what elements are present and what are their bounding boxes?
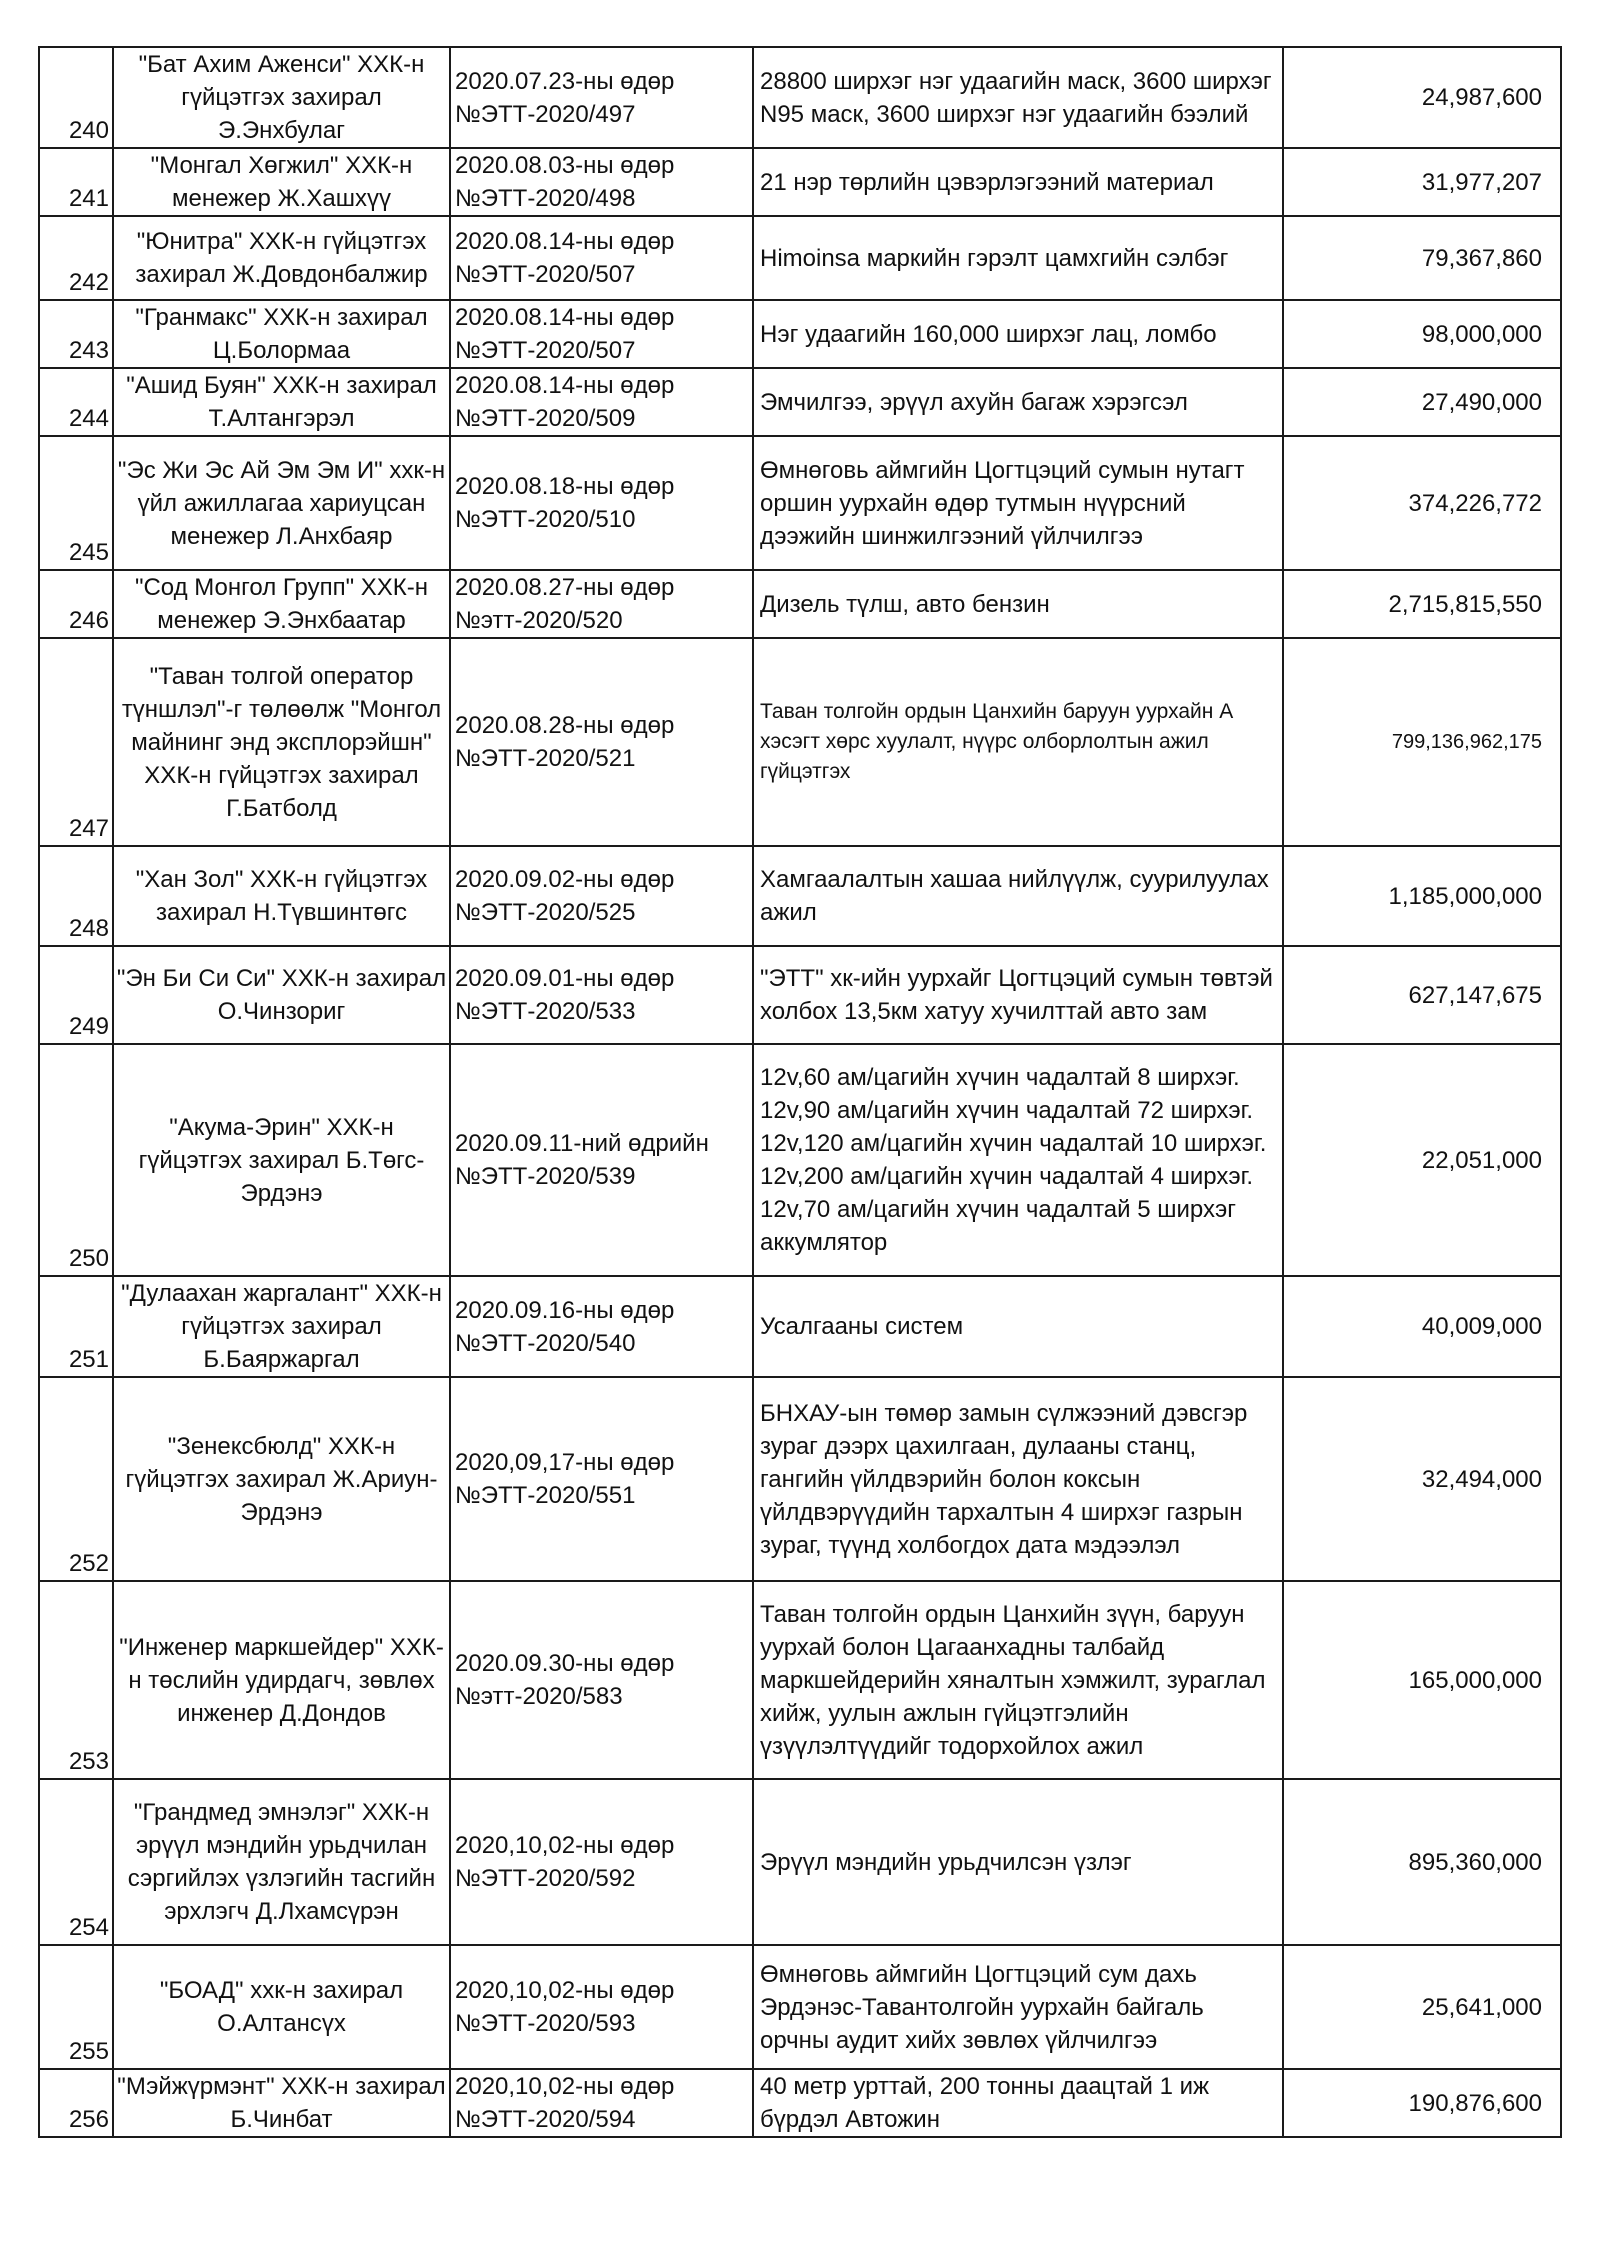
contract-amount: 165,000,000: [1283, 1581, 1561, 1779]
contract-amount: 22,051,000: [1283, 1044, 1561, 1276]
table-row: [39, 436, 1561, 570]
company-representative: "Акума-Эрин" ХХК-н гүйцэтгэх захирал Б.Төгс-Эрдэнэ: [113, 1044, 450, 1276]
contract-amount: 627,147,675: [1283, 946, 1561, 1044]
company-representative: "Юнитра" ХХК-н гүйцэтгэх захирал Ж.Довдонбалжир: [113, 216, 450, 300]
row-number: 250: [39, 1044, 113, 1276]
company-representative: "Инженер маркшейдер" ХХК-н төслийн удирдагч, зөвлөх инженер Д.Дондов: [113, 1581, 450, 1779]
contract-date-number: 2020.08.14-ны өдөр №ЭТТ-2020/509: [450, 368, 753, 436]
contract-description: Himoinsa маркийн гэрэлт цамхгийн сэлбэг: [753, 216, 1283, 300]
row-number: 253: [39, 1581, 113, 1779]
row-number: 243: [39, 300, 113, 368]
contract-date-number: 2020.08.18-ны өдөр №ЭТТ-2020/510: [450, 436, 753, 570]
contract-date-number: 2020,10,02-ны өдөр №ЭТТ-2020/593: [450, 1945, 753, 2069]
table-row: [39, 1276, 1561, 1377]
table-row: [39, 846, 1561, 946]
table-row: [39, 300, 1561, 368]
contract-date-number: 2020.08.14-ны өдөр №ЭТТ-2020/507: [450, 216, 753, 300]
contract-amount: 79,367,860: [1283, 216, 1561, 300]
contracts-table: [38, 46, 1562, 2138]
contract-date-number: 2020.08.28-ны өдөр №ЭТТ-2020/521: [450, 638, 753, 846]
table-row: [39, 570, 1561, 638]
company-representative: "Бат Ахим Аженси" ХХК-н гүйцэтгэх захирал Э.Энхбулаг: [113, 47, 450, 148]
table-row: [39, 1779, 1561, 1945]
contract-date-number: 2020.09.11-ний өдрийн №ЭТТ-2020/539: [450, 1044, 753, 1276]
table-row: [39, 216, 1561, 300]
contract-date-number: 2020.09.30-ны өдөр №этт-2020/583: [450, 1581, 753, 1779]
row-number: 245: [39, 436, 113, 570]
contract-date-number: 2020.09.02-ны өдөр №ЭТТ-2020/525: [450, 846, 753, 946]
row-number: 252: [39, 1377, 113, 1581]
contract-date-number: 2020,10,02-ны өдөр №ЭТТ-2020/594: [450, 2069, 753, 2137]
table-row: [39, 1945, 1561, 2069]
row-number: 247: [39, 638, 113, 846]
company-representative: "Сод Монгол Групп" ХХК-н менежер Э.Энхбаатар: [113, 570, 450, 638]
company-representative: "Монгал Хөгжил" ХХК-н менежер Ж.Хашхүү: [113, 148, 450, 216]
table-row: [39, 368, 1561, 436]
table-row: [39, 47, 1561, 148]
row-number: 246: [39, 570, 113, 638]
contract-description: Эрүүл мэндийн урьдчилсэн үзлэг: [753, 1779, 1283, 1945]
table-row: [39, 1044, 1561, 1276]
contract-amount: 27,490,000: [1283, 368, 1561, 436]
company-representative: "Таван толгой оператор түншлэл"-г төлөөлж "Монгол майнинг энд эксплорэйшн" ХХК-н гүйцэтгэх захирал Г.Батболд: [113, 638, 450, 846]
row-number: 254: [39, 1779, 113, 1945]
contract-description: 21 нэр төрлийн цэвэрлэгээний материал: [753, 148, 1283, 216]
contract-date-number: 2020.08.27-ны өдөр №этт-2020/520: [450, 570, 753, 638]
contract-amount: 24,987,600: [1283, 47, 1561, 148]
row-number: 255: [39, 1945, 113, 2069]
company-representative: "Мэйжүрмэнт" ХХК-н захирал Б.Чинбат: [113, 2069, 450, 2137]
company-representative: "Зенексбюлд" ХХК-н гүйцэтгэх захирал Ж.Ариун-Эрдэнэ: [113, 1377, 450, 1581]
contract-description: 40 метр урттай, 200 тонны даацтай 1 иж бүрдэл Автожин: [753, 2069, 1283, 2137]
contract-description: Өмнөговь аймгийн Цогтцэций сум дахь Эрдэнэс-Тавантолгойн уурхайн байгаль орчны аудит хийх зөвлөх үйлчилгээ: [753, 1945, 1283, 2069]
table-row: [39, 1581, 1561, 1779]
row-number: 249: [39, 946, 113, 1044]
company-representative: "Эс Жи Эс Ай Эм Эм И" ххк-н үйл ажиллагаа хариуцсан менежер Л.Анхбаяр: [113, 436, 450, 570]
contract-date-number: 2020.07.23-ны өдөр №ЭТТ-2020/497: [450, 47, 753, 148]
contract-amount: 32,494,000: [1283, 1377, 1561, 1581]
contract-date-number: 2020,09,17-ны өдөр №ЭТТ-2020/551: [450, 1377, 753, 1581]
contract-amount: 190,876,600: [1283, 2069, 1561, 2137]
row-number: 244: [39, 368, 113, 436]
row-number: 242: [39, 216, 113, 300]
table-row: [39, 148, 1561, 216]
contract-amount: 895,360,000: [1283, 1779, 1561, 1945]
row-number: 241: [39, 148, 113, 216]
contract-description: 12v,60 ам/цагийн хүчин чадалтай 8 ширхэг. 12v,90 ам/цагийн хүчин чадалтай 72 ширхэг. 12v,120 ам/цагийн хүчин чадалтай 10 ширхэг. 12v,200 ам/цагийн хүчин чадалтай 4 ширхэг. 12v,70 ам/цагийн хүчин чадалтай 5 ширхэг аккумлятор: [753, 1044, 1283, 1276]
row-number: 240: [39, 47, 113, 148]
contract-description: Таван толгойн ордын Цанхийн баруун уурхайн А хэсэгт хөрс хуулалт, нүүрс олборлолтын ажил гүйцэтгэх: [753, 638, 1283, 846]
company-representative: "Грандмед эмнэлэг" ХХК-н эрүүл мэндийн урьдчилан сэргийлэх үзлэгийн тасгийн эрхлэгч Д.Лхамсүрэн: [113, 1779, 450, 1945]
contracts-table-body: [39, 47, 1561, 2137]
table-row: [39, 638, 1561, 846]
contract-description: Хамгаалалтын хашаа нийлүүлж, суурилуулах ажил: [753, 846, 1283, 946]
contract-amount: 2,715,815,550: [1283, 570, 1561, 638]
row-number: 251: [39, 1276, 113, 1377]
company-representative: "Дулаахан жаргалант" ХХК-н гүйцэтгэх захирал Б.Баяржаргал: [113, 1276, 450, 1377]
contract-description: Өмнөговь аймгийн Цогтцэций сумын нутагт оршин уурхайн өдөр тутмын нүүрсний дээжийн шинжилгээний үйлчилгээ: [753, 436, 1283, 570]
table-row: [39, 2069, 1561, 2137]
company-representative: "Гранмакс" ХХК-н захирал Ц.Болормаа: [113, 300, 450, 368]
company-representative: "БОАД" ххк-н захирал О.Алтансүх: [113, 1945, 450, 2069]
contract-date-number: 2020.08.03-ны өдөр №ЭТТ-2020/498: [450, 148, 753, 216]
contract-description: Усалгааны систем: [753, 1276, 1283, 1377]
table-row: [39, 1377, 1561, 1581]
contract-description: Таван толгойн ордын Цанхийн зүүн, баруун уурхай болон Цагаанхадны талбайд маркшейдерийн хяналтын хэмжилт, зураглал хийж, уулын ажлын гүйцэтгэлийн үзүүлэлтүүдийг тодорхойлох ажил: [753, 1581, 1283, 1779]
contract-amount: 98,000,000: [1283, 300, 1561, 368]
contract-description: Дизель түлш, авто бензин: [753, 570, 1283, 638]
contract-description: БНХАУ-ын төмөр замын сүлжээний дэвсгэр зураг дээрх цахилгаан, дулааны станц, гангийн үйлдвэрийн болон коксын үйлдвэрүүдийн тархалтын 4 ширхэг газрын зураг, түүнд холбогдох дата мэдээлэл: [753, 1377, 1283, 1581]
contract-amount: 40,009,000: [1283, 1276, 1561, 1377]
contract-date-number: 2020.08.14-ны өдөр №ЭТТ-2020/507: [450, 300, 753, 368]
contract-date-number: 2020.09.01-ны өдөр №ЭТТ-2020/533: [450, 946, 753, 1044]
contract-description: 28800 ширхэг нэг удаагийн маск, 3600 ширхэг N95 маск, 3600 ширхэг нэг удаагийн бээлий: [753, 47, 1283, 148]
contract-amount: 31,977,207: [1283, 148, 1561, 216]
company-representative: "Эн Би Си Си" ХХК-н захирал О.Чинзориг: [113, 946, 450, 1044]
contract-amount: 25,641,000: [1283, 1945, 1561, 2069]
contract-amount: 799,136,962,175: [1283, 638, 1561, 846]
contract-description: Нэг удаагийн 160,000 ширхэг лац, ломбо: [753, 300, 1283, 368]
company-representative: "Ашид Буян" ХХК-н захирал Т.Алтангэрэл: [113, 368, 450, 436]
contract-date-number: 2020.09.16-ны өдөр №ЭТТ-2020/540: [450, 1276, 753, 1377]
row-number: 256: [39, 2069, 113, 2137]
row-number: 248: [39, 846, 113, 946]
contract-amount: 1,185,000,000: [1283, 846, 1561, 946]
contract-amount: 374,226,772: [1283, 436, 1561, 570]
contract-description: Эмчилгээ, эрүүл ахуйн багаж хэрэгсэл: [753, 368, 1283, 436]
company-representative: "Хан Зол" ХХК-н гүйцэтгэх захирал Н.Түвшинтөгс: [113, 846, 450, 946]
contract-description: "ЭТТ" хк-ийн уурхайг Цогтцэций сумын төвтэй холбох 13,5км хатуу хучилттай авто зам: [753, 946, 1283, 1044]
table-row: [39, 946, 1561, 1044]
contract-date-number: 2020,10,02-ны өдөр №ЭТТ-2020/592: [450, 1779, 753, 1945]
